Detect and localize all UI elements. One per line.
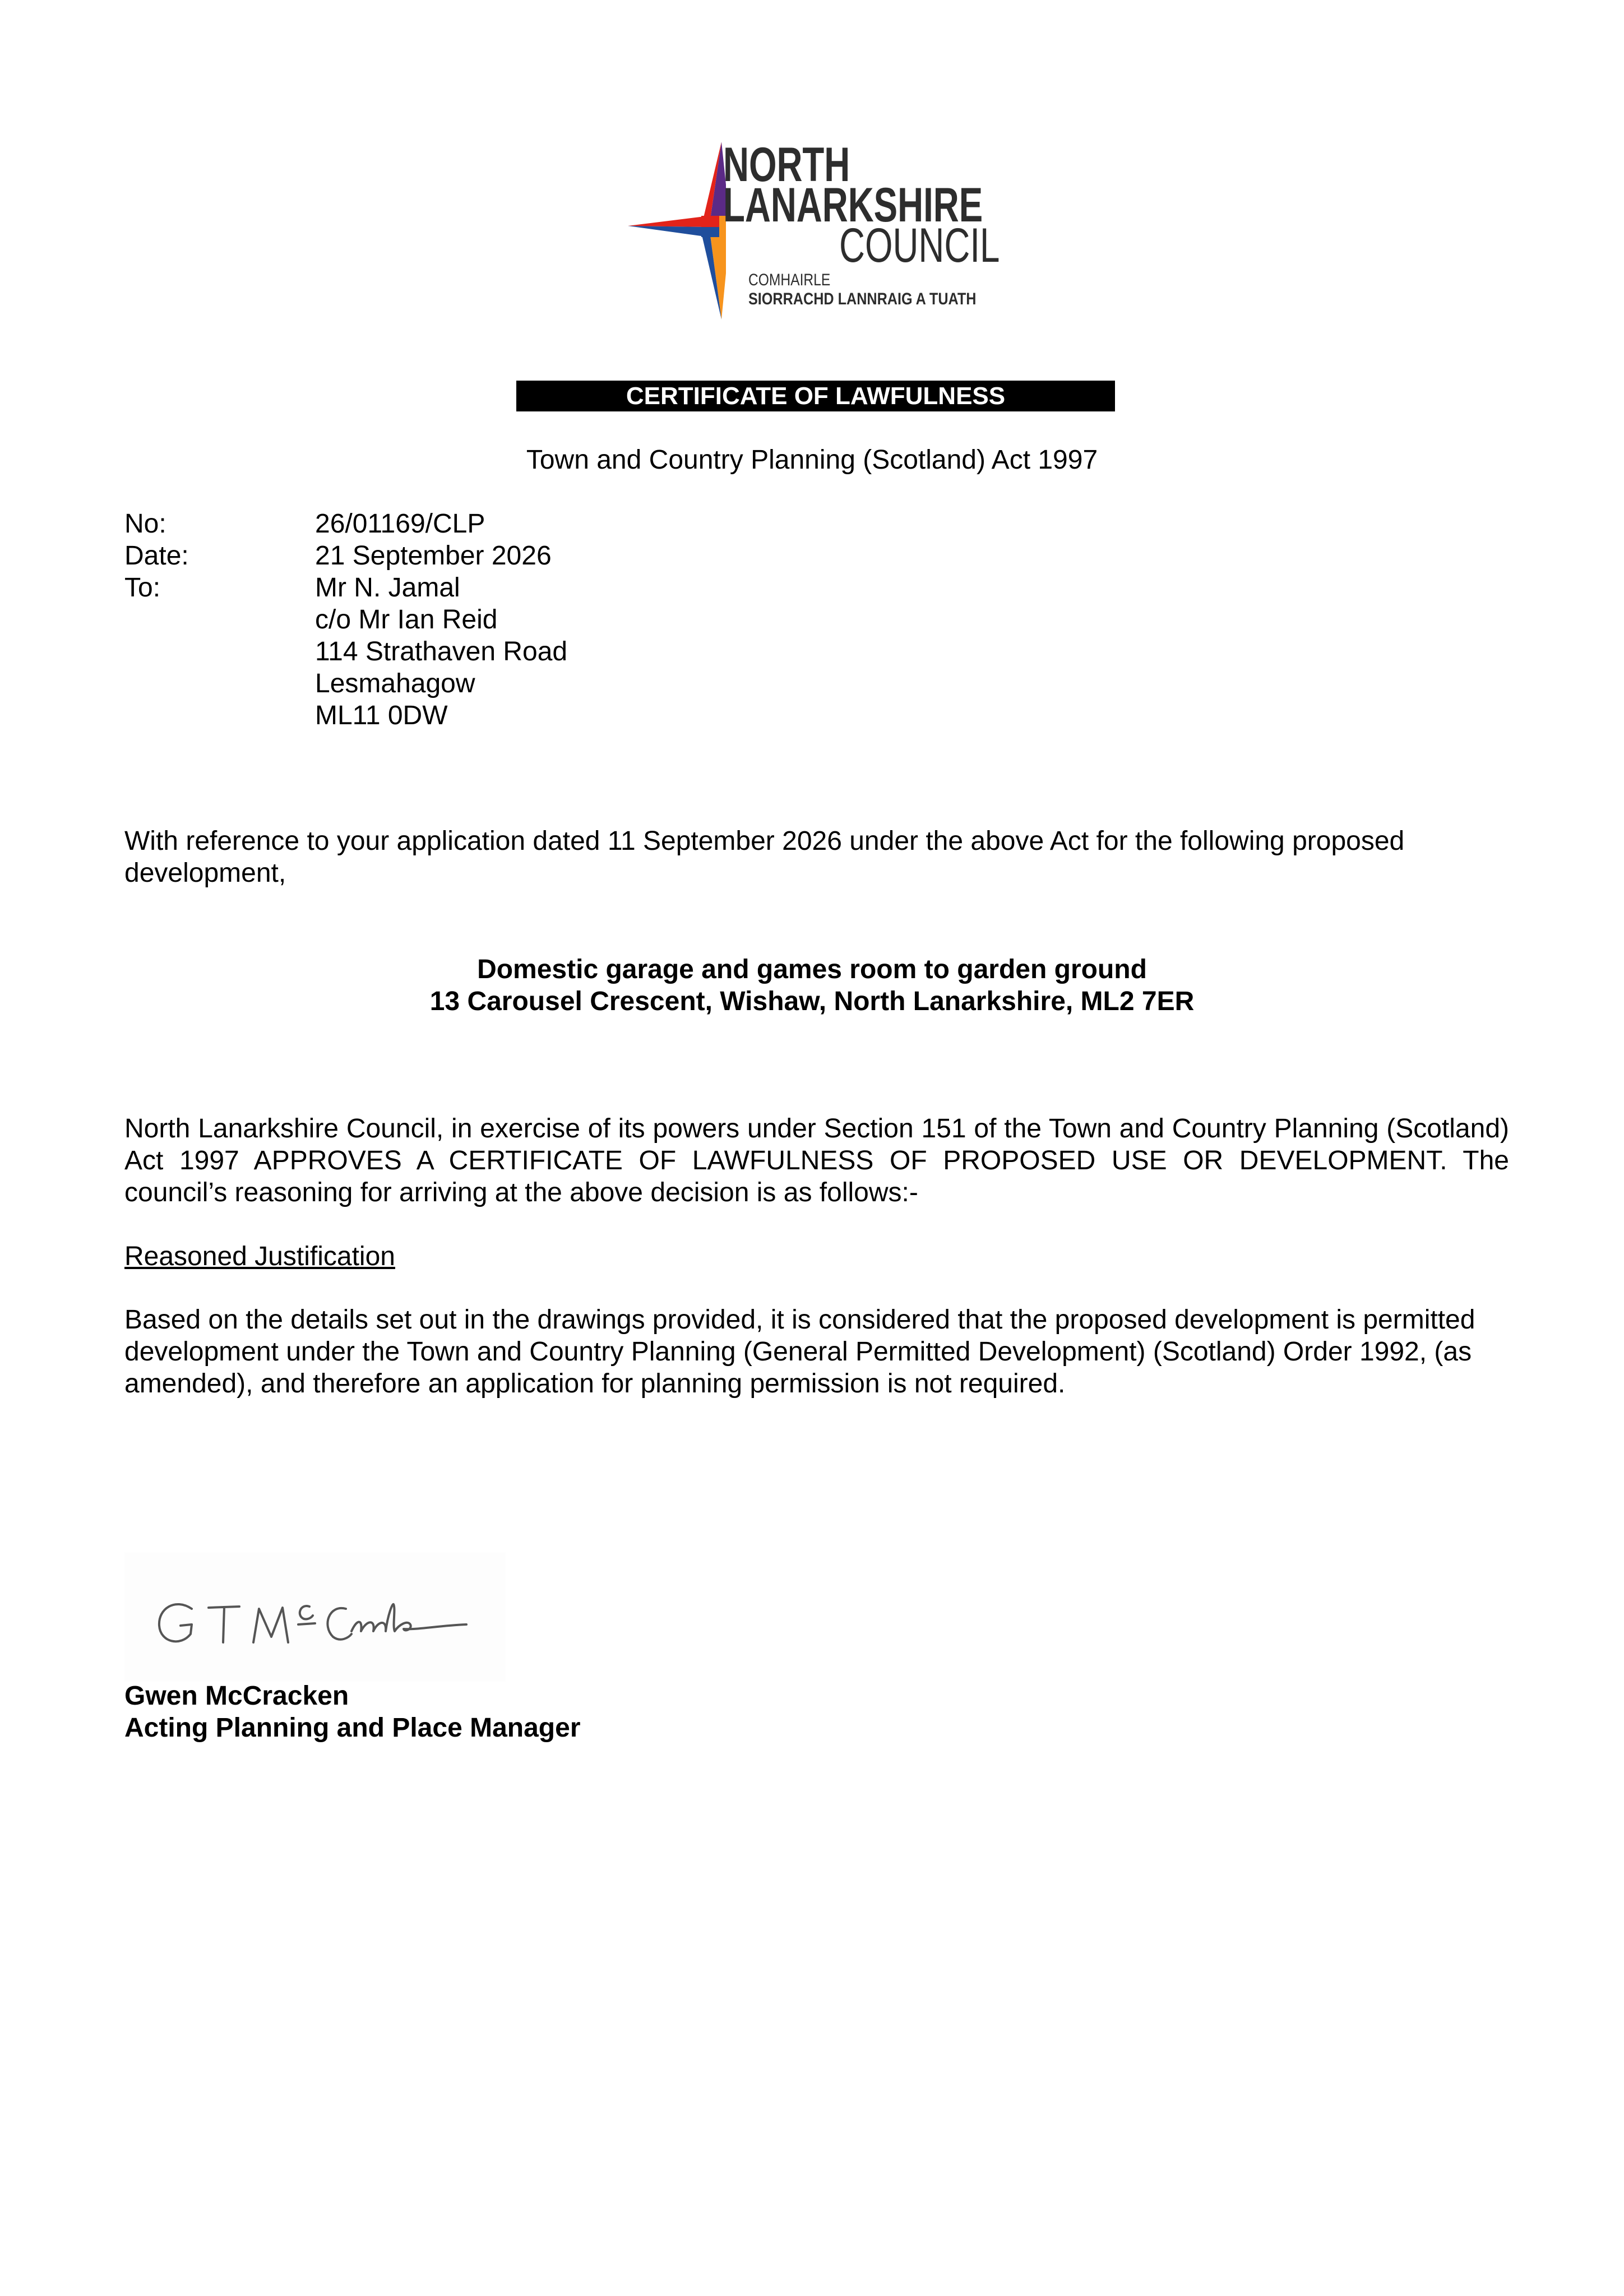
logo-text-gaelic-2: SIORRACHD LANNRAIG A TUATH [748, 290, 977, 308]
decision-paragraph: North Lanarkshire Council, in exercise of its powers under Section 151 of the Town and Country Planning (Scotland) Act 1997 APPROVES A CERTIFICATE OF LAWFULNESS OF PROPOSED USE OR DEVELOPMENT. The council’s reasoning for arriving at the above decision is as follows:- [124, 1114, 1509, 1207]
date-label: Date: [124, 541, 189, 571]
development-location: 13 Carousel Crescent, Wishaw, North Lanarkshire, ML2 7ER [429, 987, 1195, 1016]
address-line: 114 Strathaven Road [315, 637, 568, 666]
date-value: 21 September 2026 [315, 541, 552, 571]
logo-text-council: COUNCIL [839, 219, 1000, 272]
to-label: To: [124, 573, 161, 603]
logo-text-lanarkshire: LANARKSHIRE [723, 178, 983, 232]
act-reference: Town and Country Planning (Scotland) Act 1997 [526, 445, 1098, 475]
development-description: Domestic garage and games room to garden ground [477, 955, 1147, 984]
address-line: Lesmahagow [315, 669, 475, 698]
council-logo [625, 137, 1017, 322]
address-line: c/o Mr Ian Reid [315, 605, 498, 635]
justification-heading: Reasoned Justification [124, 1242, 395, 1271]
council-star-icon [625, 137, 726, 322]
logo-text-north: NORTH [723, 138, 850, 192]
certificate-title: CERTIFICATE OF LAWFULNESS [516, 381, 1115, 411]
signatory-title: Acting Planning and Place Manager [124, 1713, 581, 1743]
number-label: No: [124, 509, 166, 539]
justification-paragraph: Based on the details set out in the drawings provided, it is considered that the proposed development is permitted development under the Town and Country Planning (General Permitted Development) (Scotland) Order 1992, (as amended), and therefore an application for planning permission is not required. [124, 1305, 1475, 1399]
address-line: Mr N. Jamal [315, 573, 460, 603]
address-line: ML11 0DW [315, 701, 448, 730]
logo-text-gaelic-1: COMHAIRLE [748, 271, 831, 289]
number-value: 26/01169/CLP [315, 509, 485, 539]
intro-paragraph: With reference to your application dated 11 September 2026 under the above Act for the following proposed development, [124, 826, 1405, 888]
signatory-name: Gwen McCracken [124, 1681, 349, 1711]
signature-image [124, 1553, 506, 1682]
